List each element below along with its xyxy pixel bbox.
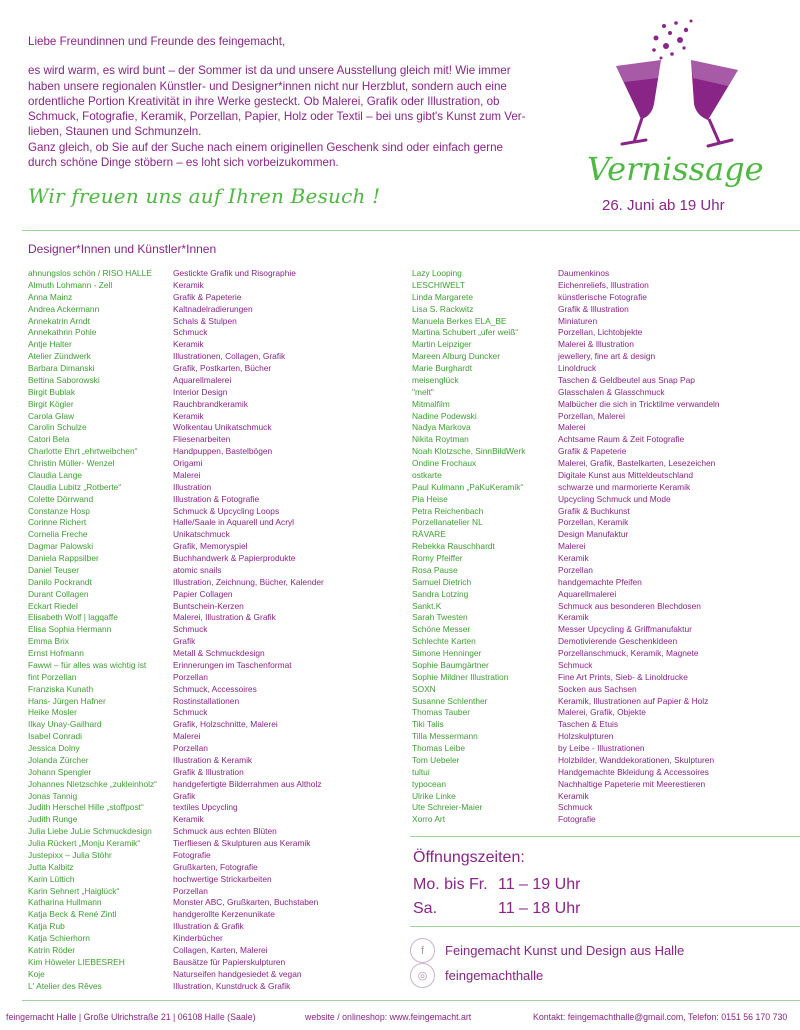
artist-name: Emma Brix bbox=[28, 636, 69, 647]
artist-name: Petra Reichenbach bbox=[412, 505, 484, 516]
artist-work: Aquarellmalerei bbox=[558, 588, 617, 599]
artist-work: Erinnerungen im Taschenformat bbox=[173, 659, 292, 670]
artist-name: Daniel Teuser bbox=[28, 564, 80, 575]
facebook-icon: f bbox=[410, 938, 435, 963]
artist-work: Linoldruck bbox=[558, 363, 597, 373]
artist-work: Malerei, Grafik, Bastelkarten, Lesezeichen bbox=[558, 458, 716, 468]
artist-name: Constanze Hosp bbox=[28, 505, 90, 516]
artist-work: Grafik bbox=[173, 636, 196, 647]
artist-work: Keramik bbox=[173, 814, 204, 825]
artist-name: Jonas Tannig bbox=[28, 790, 78, 801]
artist-work: Malerei bbox=[173, 731, 201, 742]
hours-days: Sa. bbox=[413, 900, 438, 917]
artist-work: Eichenreliefs, Illustration bbox=[558, 279, 649, 290]
artist-name: Daniela Rappsilber bbox=[28, 553, 99, 563]
artist-work: Kaltnadelradierungen bbox=[173, 303, 253, 314]
artist-name: meisenglück bbox=[412, 374, 459, 385]
artist-work: Nachhaltige Papeterie mit Meerestieren bbox=[558, 778, 706, 789]
artist-name: Rebekka Rauschhardt bbox=[412, 541, 495, 552]
artists-column-left bbox=[28, 268, 157, 992]
artist-name: ahnungslos schön / RISO HALLE bbox=[28, 268, 152, 278]
artist-work: Malerei bbox=[173, 469, 201, 480]
artist-name: Porzellanatelier NL bbox=[412, 517, 483, 528]
artist-name: Ondine Frochaux bbox=[412, 458, 477, 468]
artist-work: Demotivierende Geschenkideen bbox=[558, 636, 678, 647]
artist-work: Daumenkinos bbox=[558, 268, 610, 278]
instagram-label: feingemachthalle bbox=[445, 968, 544, 983]
artist-name: Mitmalfilm bbox=[412, 398, 450, 409]
artist-name: Mareen Alburg Duncker bbox=[412, 351, 500, 362]
artist-work: Porzellanschmuck, Keramik, Magnete bbox=[558, 648, 699, 658]
artist-name: LESCHIWELT bbox=[412, 279, 465, 290]
artist-name: Antje Halter bbox=[28, 339, 72, 350]
artist-name: Thomas Tauber bbox=[412, 707, 471, 718]
artist-work: Grafik & Papeterie bbox=[173, 291, 242, 302]
artist-work: Handgemachte Bkleidung & Accessoires bbox=[558, 766, 709, 777]
intro-line: haben unsere regionalen Künstler- und Designer*innen nicht nur Herzblut, sondern auch eine bbox=[28, 79, 507, 93]
artist-name: Claudia Lange bbox=[28, 469, 83, 480]
artist-name: Cornelia Freche bbox=[28, 529, 88, 540]
divider bbox=[410, 926, 800, 927]
artist-work: Digitale Kunst aus Mitteldeutschland bbox=[558, 469, 694, 480]
artist-work: Tierfliesen & Skulpturen aus Keramik bbox=[173, 838, 311, 848]
artist-name: Sandra Lotzing bbox=[412, 588, 469, 599]
artist-work: Malbücher die sich in Tricktilme verwandeln bbox=[558, 398, 720, 409]
artist-name: Tiki Talis bbox=[412, 719, 444, 730]
artist-work: Schmuck bbox=[173, 327, 208, 338]
artist-name: Isabel Conradi bbox=[28, 731, 83, 742]
artist-work: Fotografie bbox=[558, 814, 596, 825]
artist-name: Karin Lüttich bbox=[28, 873, 75, 884]
artist-name: Jolanda Zürcher bbox=[28, 754, 89, 765]
artist-name: Charlotte Ehrt „ehrtweibchen“ bbox=[28, 446, 138, 457]
artist-name: Simone Henninger bbox=[412, 648, 482, 658]
instagram-link[interactable] bbox=[410, 963, 543, 988]
artist-work: Halle/Saale in Aquarell und Acryl bbox=[173, 517, 295, 528]
artist-name: Paul Kulmann „PaKuKeramik“ bbox=[412, 481, 524, 492]
artist-work: handgerollte Kerzenunikate bbox=[173, 909, 275, 920]
artist-work: Messer Upcycling & Griffmanufaktur bbox=[558, 624, 692, 635]
artist-name: Elisabeth Wolf | lagqaffe bbox=[28, 612, 118, 623]
artist-work: Schmuck, Accessoires bbox=[173, 683, 257, 694]
artist-name: Nikita Roytman bbox=[412, 434, 469, 445]
artist-work: Papier Collagen bbox=[173, 588, 233, 599]
artist-name: Koje bbox=[28, 968, 45, 979]
artist-name: Fawwi – für alles was wichtig ist bbox=[28, 659, 147, 670]
section-title: Designer*Innen und Künstler*Innen bbox=[28, 242, 217, 256]
artist-work: Schmuck aus besonderen Blechdosen bbox=[558, 600, 701, 611]
intro-line: es wird warm, es wird bunt – der Sommer ist da und unsere Ausstellung gleich mit! Wie immer bbox=[28, 64, 511, 78]
artist-name: Katja Beck & René Zintl bbox=[28, 909, 117, 920]
artist-work: Grafik & Illustration bbox=[558, 303, 629, 314]
artist-name: Romy Pfeiffer bbox=[412, 553, 463, 563]
intro-line: Schmuck, Fotografie, Keramik, Porzellan, Papier, Holz oder Textil – bei uns gibt's Kunst zum Ver- bbox=[28, 110, 526, 124]
artist-work: Schmuck aus echten Blüten bbox=[173, 826, 277, 837]
artist-name: Ernst Hofmann bbox=[28, 648, 84, 658]
artist-work: Schmuck & Upcycling Loops bbox=[173, 505, 280, 516]
artist-name: Sarah Twesten bbox=[412, 612, 468, 623]
artist-name: Jessica Dolny bbox=[28, 743, 80, 753]
artist-work: Schmuck bbox=[558, 659, 593, 670]
artists-column-right bbox=[412, 268, 525, 826]
artist-name: Xorro Art bbox=[412, 814, 446, 825]
artist-name: Franziska Kunath bbox=[28, 683, 94, 694]
artist-work: Grafik, Holzschnitte, Malerei bbox=[173, 719, 278, 730]
artist-work: Buchhandwerk & Papierprodukte bbox=[173, 553, 296, 563]
artist-name: Ulrike Linke bbox=[412, 790, 456, 801]
artist-work: atomic snails bbox=[173, 564, 222, 575]
artist-name: Katharina Hullmann bbox=[28, 897, 102, 908]
artist-name: Nadya Markova bbox=[412, 422, 471, 433]
instagram-icon: ◎ bbox=[410, 963, 435, 988]
artist-work: Keramik, Illustrationen auf Papier & Holz bbox=[558, 695, 709, 706]
artist-name: Pia Heise bbox=[412, 493, 448, 504]
artist-name: Thomas Leibe bbox=[412, 743, 466, 753]
artist-work: Malerei, Illustration & Grafik bbox=[173, 612, 276, 623]
artist-work: handgefertigte Bilderrahmen aus Altholz bbox=[173, 778, 322, 789]
artist-work: Unikatschmuck bbox=[173, 529, 230, 540]
artist-work: Kinderbücher bbox=[173, 933, 223, 943]
artist-name: Danilo Pockrandt bbox=[28, 576, 92, 587]
artist-work: Porzellan bbox=[173, 743, 208, 753]
artist-work: Grafik bbox=[173, 790, 196, 801]
artist-work: Schmuck bbox=[173, 707, 208, 718]
artist-name: Corinne Richert bbox=[28, 517, 87, 528]
artist-work: Rauchbrandkeramik bbox=[173, 398, 248, 409]
artist-name: Manuela Berkes ELA_BE bbox=[412, 315, 507, 326]
artist-work: Grafik, Memoryspiel bbox=[173, 541, 248, 552]
opening-hours-title: Öffnungszeiten: bbox=[413, 849, 525, 866]
artist-work: Malerei bbox=[558, 541, 586, 552]
artist-work: Metall & Schmuckdesign bbox=[173, 648, 265, 658]
artist-work: Fliesenarbeiten bbox=[173, 434, 231, 445]
artist-name: Karin Sehnert „Haiglück“ bbox=[28, 885, 120, 896]
artist-work: Gestickte Grafik und Risographie bbox=[173, 268, 296, 278]
artist-work: Grafik & Papeterie bbox=[558, 446, 627, 457]
artist-name: Almuth Lohmann - Zell bbox=[28, 279, 113, 290]
works-column-right bbox=[558, 268, 720, 826]
artist-work: Illustration & Fotografie bbox=[173, 493, 260, 504]
artist-name: Eckart Riedel bbox=[28, 600, 78, 611]
artist-name: Johann Spengler bbox=[28, 766, 92, 777]
artist-name: Catori Bela bbox=[28, 434, 70, 445]
artist-name: Barbara Dimanski bbox=[28, 363, 95, 373]
artist-name: Hans- Jürgen Hafner bbox=[28, 695, 106, 706]
intro-text bbox=[28, 34, 588, 170]
artist-work: Monster ABC, Grußkarten, Buchstaben bbox=[173, 897, 319, 908]
artist-name: Noah Klotzsche, SinnBildWerk bbox=[412, 446, 526, 457]
artist-work: Aquarellmalerei bbox=[173, 374, 232, 385]
artist-name: Annekathrin Pohle bbox=[28, 327, 97, 338]
artist-name: Justepixx – Julia Stöhr bbox=[28, 849, 112, 860]
artist-work: Origami bbox=[173, 458, 203, 468]
works-column-left bbox=[173, 268, 324, 992]
artist-work: jewellery, fine art & design bbox=[558, 351, 656, 362]
artist-name: Katja Schierhorn bbox=[28, 933, 90, 943]
hours-days: Mo. bis Fr. bbox=[413, 876, 488, 893]
artist-work: Schals & Stulpen bbox=[173, 315, 237, 326]
artist-work: Bausätze für Papierskulpturen bbox=[173, 956, 286, 967]
artist-work: Schmuck bbox=[173, 624, 208, 635]
artist-name: Jutta Kalbitz bbox=[28, 861, 74, 872]
artist-work: Illustrationen, Collagen, Grafik bbox=[173, 351, 286, 362]
artist-work: Taschen & Etuis bbox=[558, 719, 619, 730]
artist-work: künstlerische Fotografie bbox=[558, 291, 647, 302]
artist-work: Buntschein-Kerzen bbox=[173, 600, 244, 611]
facebook-label: Feingemacht Kunst und Design aus Halle bbox=[445, 943, 685, 958]
artist-name: Katrin Röder bbox=[28, 944, 76, 955]
artist-name: Birgit Kögler bbox=[28, 398, 74, 409]
artist-work: Illustration, Zeichnung, Bücher, Kalender bbox=[173, 576, 324, 587]
artist-name: fint Porzellan bbox=[28, 671, 77, 682]
artist-name: Andrea Ackermann bbox=[28, 303, 100, 314]
artist-work: Porzellan bbox=[558, 564, 593, 575]
artist-work: Design Manufaktur bbox=[558, 529, 629, 540]
artist-name: Colette Dörrwand bbox=[28, 493, 94, 504]
hours-time: 11 – 18 Uhr bbox=[498, 900, 581, 917]
divider bbox=[410, 836, 800, 837]
artist-name: Julia Rückert „Monju Keramik“ bbox=[28, 838, 141, 848]
artist-work: Porzellan bbox=[173, 885, 208, 896]
artist-name: Claudia Lubitz „Rotberte“ bbox=[28, 481, 122, 492]
artist-work: Keramik bbox=[558, 553, 589, 563]
artist-name: ostkarte bbox=[412, 469, 442, 480]
artist-name: Durant Collagen bbox=[28, 588, 89, 599]
champagne-glasses-icon bbox=[606, 18, 756, 153]
opening-hours-row bbox=[413, 900, 581, 918]
artist-name: typocean bbox=[412, 778, 446, 789]
artist-work: Taschen & Geldbeutel aus Snap Pap bbox=[558, 374, 695, 385]
artist-work: Interior Design bbox=[173, 386, 228, 397]
artist-name: Lisa S. Rackwitz bbox=[412, 303, 474, 314]
artist-work: Keramik bbox=[173, 339, 204, 350]
artist-name: Marie Burghardt bbox=[412, 363, 473, 373]
artist-name: Lazy Looping bbox=[412, 268, 462, 278]
artist-work: Fotografie bbox=[173, 849, 211, 860]
artist-name: Ilkay Unay-Gailhard bbox=[28, 719, 102, 730]
artist-name: Sophie Baumgärtner bbox=[412, 659, 489, 670]
artist-work: Grußkarten, Fotografie bbox=[173, 861, 258, 872]
artist-work: Miniaturen bbox=[558, 315, 598, 326]
opening-hours-row bbox=[413, 876, 581, 894]
slogan: Wir freuen uns auf Ihren Besuch ! bbox=[28, 184, 381, 208]
artist-name: Sankt.K bbox=[412, 600, 442, 611]
artist-name: Annekatrin Arndt bbox=[28, 315, 90, 326]
artist-work: Illustration & Grafik bbox=[173, 921, 244, 932]
footer-website[interactable]: website / onlineshop: www.feingemacht.art bbox=[305, 1012, 472, 1022]
artist-name: Bettina Saborowski bbox=[28, 374, 100, 385]
artist-name: Elisa Sophia Hermann bbox=[28, 624, 112, 635]
artist-name: Dagmar Palowski bbox=[28, 541, 94, 552]
divider bbox=[22, 1000, 800, 1001]
artist-work: Achtsame Raum & Zeit Fotografie bbox=[558, 434, 685, 445]
artist-work: hochwertige Strickarbeiten bbox=[173, 873, 272, 884]
footer-contact[interactable]: Kontakt: feingemachthalle@gmail.com, Telefon: 0151 56 170 730 bbox=[533, 1012, 788, 1022]
artist-name: Rosa Pause bbox=[412, 564, 458, 575]
divider bbox=[22, 230, 800, 231]
artist-work: Malerei bbox=[558, 422, 586, 433]
artist-name: Christin Müller- Wenzel bbox=[28, 458, 115, 468]
artist-name: RÄVARE bbox=[412, 529, 446, 540]
artist-name: Julia Liebe JuLie Schmuckdesign bbox=[28, 826, 152, 837]
artist-work: Malerei, Grafik, Objekte bbox=[558, 707, 646, 718]
artist-name: Kim Höweler LIEBESREH bbox=[28, 956, 125, 967]
artist-work: Keramik bbox=[173, 279, 204, 290]
artist-work: Porzellan, Keramik bbox=[558, 517, 629, 528]
artist-name: Judith Herschel Hille „stoffpost“ bbox=[28, 802, 144, 813]
artist-name: Sophie Mildner Illustration bbox=[412, 671, 509, 682]
artist-name: Katja Rub bbox=[28, 921, 65, 932]
artist-name: Samuel Dietrich bbox=[412, 576, 472, 587]
artist-work: Illustration bbox=[173, 481, 212, 492]
artist-work: Illustration & Keramik bbox=[173, 754, 253, 765]
artist-work: Malerei & Illustration bbox=[558, 339, 634, 350]
intro-line: Ganz gleich, ob Sie auf der Suche nach einem originellen Geschenk sind oder einfach gerne bbox=[28, 140, 503, 154]
event-date: 26. Juni ab 19 Uhr bbox=[602, 197, 725, 214]
intro-line: ordentliche Portion Kreativität in ihre Werke gesteckt. Ob Malerei, Grafik oder Illustration, ob bbox=[28, 94, 500, 108]
artist-name: Tilla Messermann bbox=[412, 731, 478, 742]
artist-name: Schlechte Karten bbox=[412, 636, 476, 647]
artist-name: Tom Uebeler bbox=[412, 754, 460, 765]
artist-work: Grafik, Postkarten, Bücher bbox=[173, 363, 272, 373]
artist-work: Collagen, Karten, Malerei bbox=[173, 944, 268, 955]
artist-name: Heike Mosler bbox=[28, 707, 77, 718]
artist-name: Johannes Nietzschke „zukleinholz“ bbox=[28, 778, 157, 789]
artist-work: Holzbilder, Wanddekorationen, Skulpturen bbox=[558, 754, 715, 765]
artist-name: Martin Leipziger bbox=[412, 339, 472, 350]
artist-work: Grafik & Illustration bbox=[173, 766, 244, 777]
artist-name: Carolin Schulze bbox=[28, 422, 87, 433]
artist-work: Naturseifen handgesiedet & vegan bbox=[173, 968, 302, 979]
artist-work: Wolkentau Unikatschmuck bbox=[173, 422, 272, 433]
artist-work: Rostinstallationen bbox=[173, 695, 240, 706]
artist-name: Carola Glaw bbox=[28, 410, 75, 421]
artist-name: Anna Mainz bbox=[28, 291, 73, 302]
intro-line: durch schöne Dinge stöbern – es loht sich vorbeizukommen. bbox=[28, 156, 339, 170]
artist-name: Schöne Messer bbox=[412, 624, 471, 635]
artist-work: Glasschalen & Glasschmuck bbox=[558, 386, 665, 397]
artist-name: L' Atelier des Rêves bbox=[28, 980, 102, 991]
artist-name: Judith Runge bbox=[28, 814, 78, 825]
artist-name: Martina Schubert „ufer weiß“ bbox=[412, 327, 519, 338]
artist-work: textiles Upcycling bbox=[173, 802, 238, 813]
artist-work: Keramik bbox=[558, 790, 589, 801]
artist-work: handgemachte Pfeifen bbox=[558, 576, 642, 587]
footer-address: feingemacht Halle | Große Ulrichstraße 21 | 06108 Halle (Saale) bbox=[6, 1012, 256, 1022]
artist-name: "melt" bbox=[412, 386, 434, 397]
artist-work: Porzellan bbox=[173, 671, 208, 682]
artist-name: Nadine Podewski bbox=[412, 410, 477, 421]
artist-name: Linda Margarete bbox=[412, 291, 473, 302]
artist-work: Illustration, Kunstdruck & Grafik bbox=[173, 980, 291, 991]
artist-work: schwarze und marmorierte Keramik bbox=[558, 481, 691, 492]
artist-work: Keramik bbox=[558, 612, 589, 623]
artist-name: tultui bbox=[412, 766, 430, 777]
artist-work: Handpuppen, Bastelbögen bbox=[173, 446, 273, 457]
artist-name: Atelier Zündwerk bbox=[28, 351, 91, 362]
artist-work: Grafik & Buchkunst bbox=[558, 505, 630, 516]
artist-work: Holzskulpturen bbox=[558, 731, 614, 742]
artist-work: Fine Art Prints, Sieb- & Linoldrucke bbox=[558, 671, 688, 682]
hours-time: 11 – 19 Uhr bbox=[498, 876, 581, 893]
facebook-link[interactable] bbox=[410, 938, 684, 963]
artist-name: SOXN bbox=[412, 683, 436, 694]
artist-name: Birgit Bublak bbox=[28, 386, 76, 397]
artist-name: Susanne Schlenther bbox=[412, 695, 488, 706]
artist-work: Keramik bbox=[173, 410, 204, 421]
artist-work: Porzellan, Lichtobjekte bbox=[558, 327, 643, 338]
artist-name: Ute Schreier-Maier bbox=[412, 802, 483, 813]
greeting: Liebe Freundinnen und Freunde des feingemacht, bbox=[28, 35, 286, 48]
artist-work: Socken aus Sachsen bbox=[558, 683, 637, 694]
artist-work: Upcycling Schmuck und Mode bbox=[558, 493, 671, 504]
intro-line: lieben, Staunen und Schmunzeln. bbox=[28, 125, 202, 139]
artist-work: Schmuck bbox=[558, 802, 593, 813]
event-title: Vernissage bbox=[587, 150, 764, 188]
artist-work: Porzellan, Malerei bbox=[558, 410, 626, 421]
artist-work: by Leibe - Illustrationen bbox=[558, 743, 645, 753]
